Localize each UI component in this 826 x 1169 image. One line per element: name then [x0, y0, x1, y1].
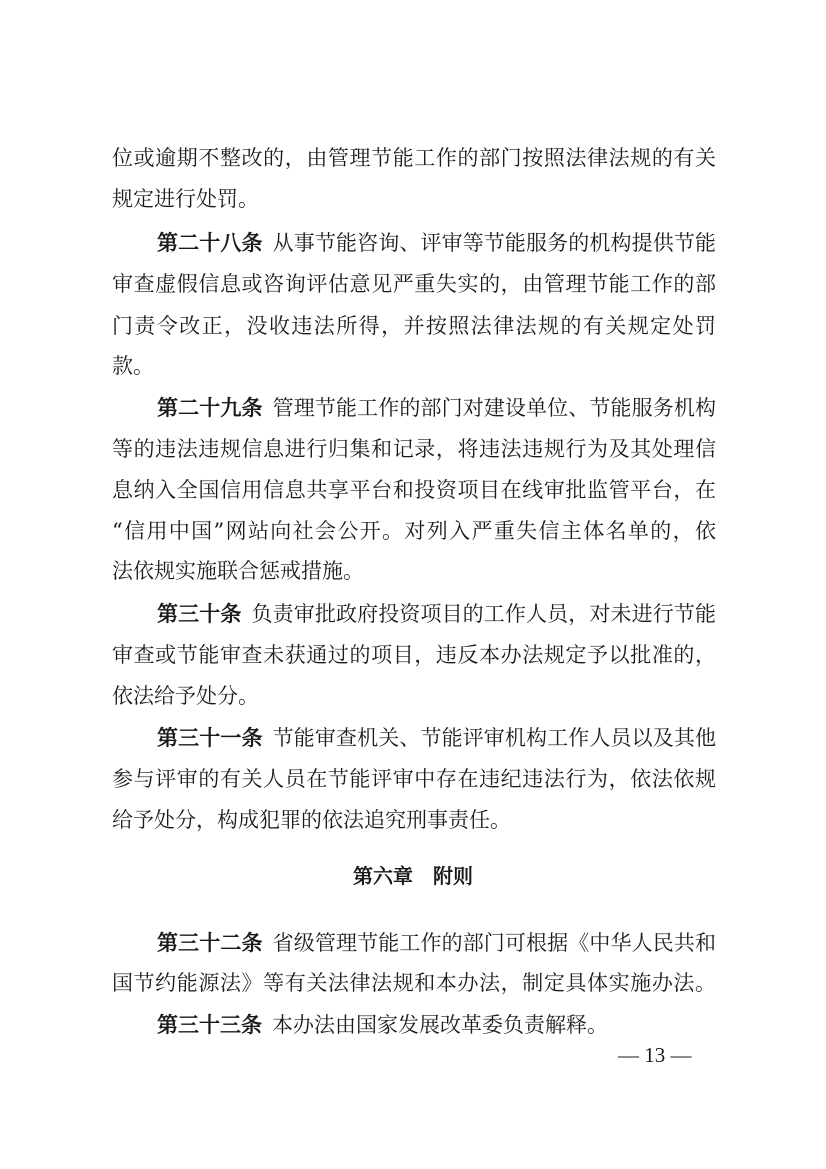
article-heading: 第三十一条 — [157, 726, 263, 750]
paragraph-line: 款。 — [112, 354, 154, 378]
paragraph-line: 位或逾期不整改的，由管理节能工作的部门按照法律法规的有关 — [112, 146, 716, 170]
paragraph-line: 等的违法违规信息进行归集和记录，将违法违规行为及其处理信 — [112, 437, 716, 461]
paragraph-line: “信用中国”网站向社会公开。对列入严重失信主体名单的，依 — [112, 519, 716, 543]
paragraph-line-text: 从事节能咨询、评审等节能服务的机构提供节能 — [272, 231, 717, 255]
paragraph-line: 法依规实施联合惩戒措施。 — [112, 559, 364, 583]
paragraph-line: 参与评审的有关人员在节能评审中存在违纪违法行为，依法依规 — [112, 767, 716, 791]
article-heading: 第二十八条 — [157, 231, 263, 255]
paragraph-line: 审查虚假信息或咨询评估意见严重失实的，由管理节能工作的部 — [112, 272, 716, 296]
paragraph-line-text: 省级管理节能工作的部门可根据《中华人民共和 — [272, 931, 717, 955]
paragraph-line: 审查或节能审查未获通过的项目，违反本办法规定予以批准的， — [112, 643, 716, 667]
article-33-first-line — [157, 1011, 716, 1039]
page-number: — 13 — — [618, 1043, 692, 1067]
paragraph-line: 国节约能源法》等有关法律法规和本办法，制定具体实施办法。 — [112, 971, 716, 995]
paragraph-line-text: 本办法由国家发展改革委负责解释。 — [272, 1013, 608, 1037]
article-32-first-line — [157, 929, 716, 957]
paragraph-line-text: 管理节能工作的部门对建设单位、节能服务机构 — [272, 396, 717, 420]
chapter-heading: 第六章 附则 — [353, 864, 473, 888]
paragraph-line: 门责令改正，没收违法所得，并按照法律法规的有关规定处罚 — [112, 314, 716, 338]
article-29-first-line — [157, 394, 716, 422]
article-28-first-line — [157, 229, 716, 257]
article-heading: 第三十二条 — [157, 931, 263, 955]
article-heading: 第三十三条 — [157, 1013, 262, 1037]
paragraph-line: 依法给予处分。 — [112, 684, 259, 708]
paragraph-line: 给予处分，构成犯罪的依法追究刑事责任。 — [112, 808, 511, 832]
article-heading: 第三十条 — [157, 602, 242, 626]
article-heading: 第二十九条 — [157, 396, 263, 420]
paragraph-line-text: 节能审查机关、节能评审机构工作人员以及其他 — [272, 726, 717, 750]
paragraph-line-text: 负责审批政府投资项目的工作人员，对未进行节能 — [251, 602, 717, 626]
paragraph-line: 规定进行处罚。 — [112, 187, 259, 211]
article-30-first-line — [157, 600, 716, 628]
article-31-first-line — [157, 724, 716, 752]
paragraph-line: 息纳入全国信用信息共享平台和投资项目在线审批监管平台，在 — [112, 478, 716, 502]
